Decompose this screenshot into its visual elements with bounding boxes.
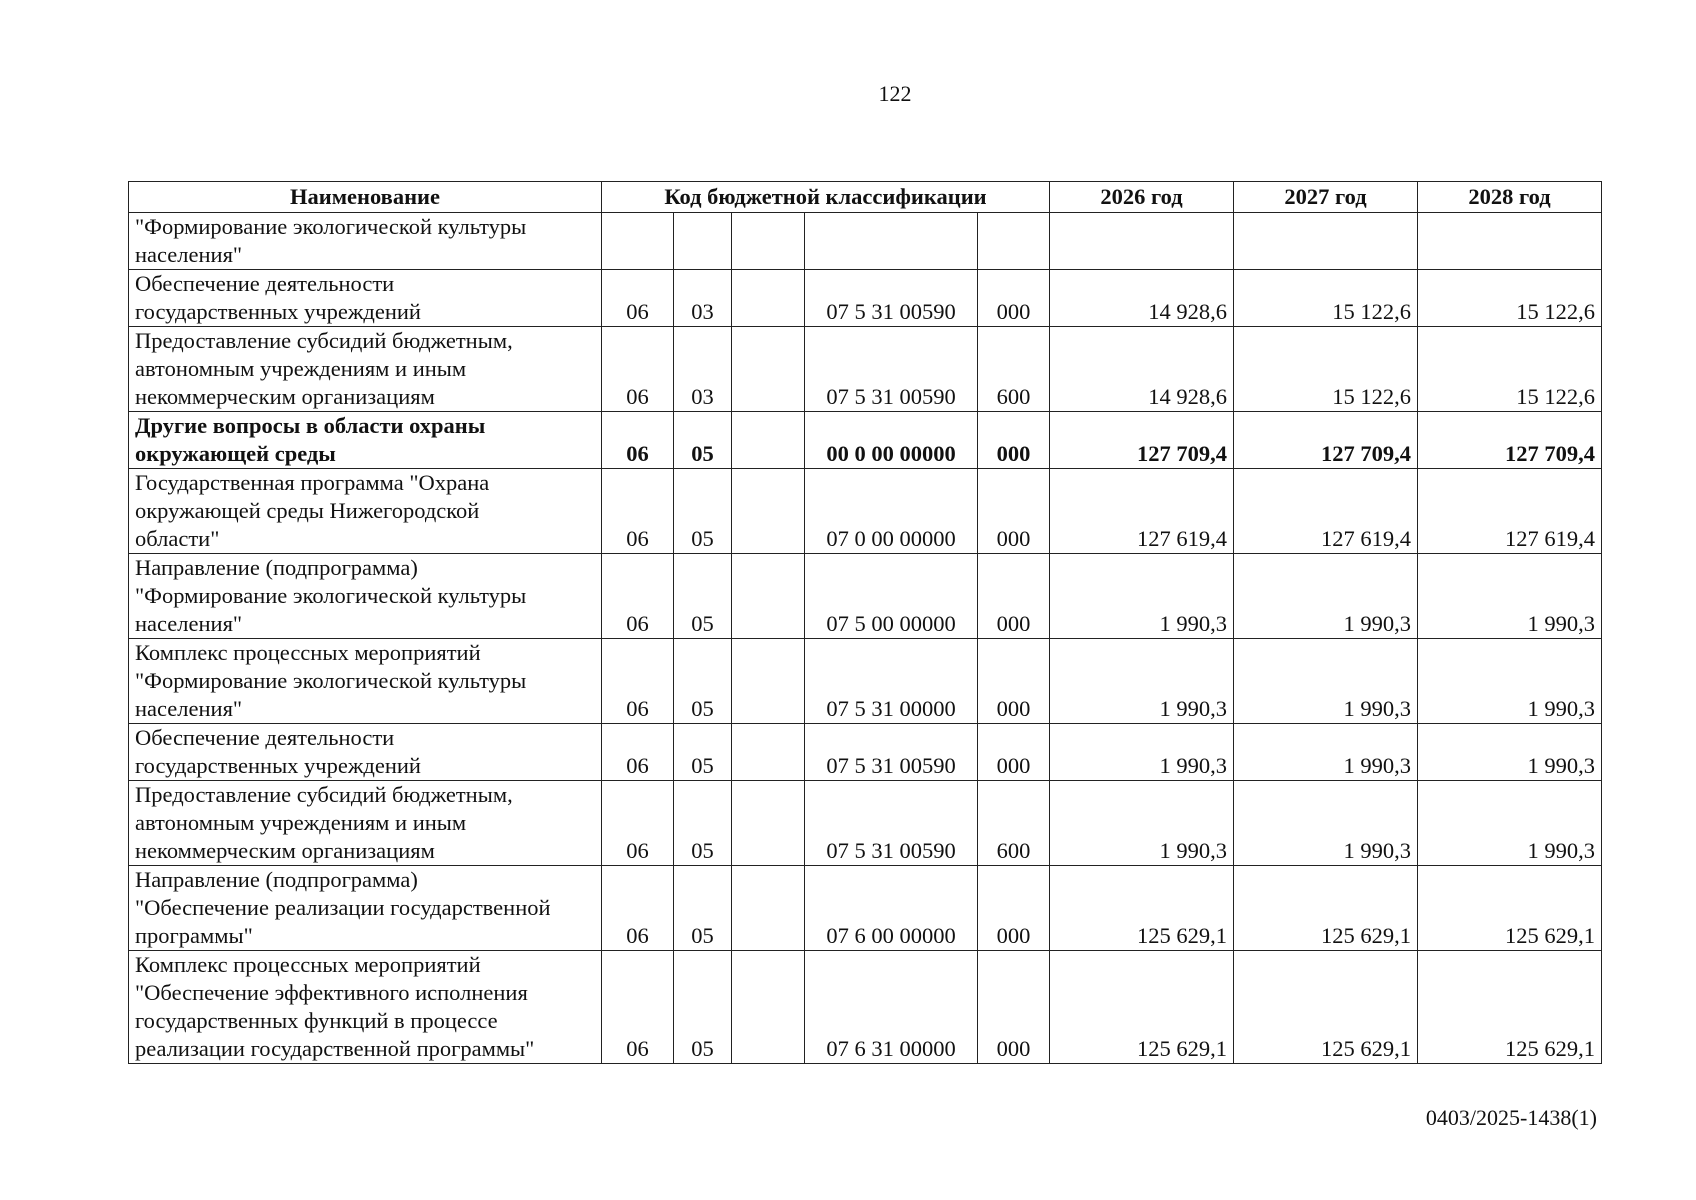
- row-spacer: [732, 639, 805, 724]
- row-target-article-code: 00 0 00 00000: [805, 412, 978, 469]
- row-value-2026: 1 990,3: [1050, 724, 1234, 781]
- row-value-2026: 14 928,6: [1050, 327, 1234, 412]
- row-value-2027: 1 990,3: [1234, 639, 1418, 724]
- row-target-article-code: [805, 213, 978, 270]
- row-value-2027: 125 629,1: [1234, 866, 1418, 951]
- row-value-2028: 15 122,6: [1418, 327, 1602, 412]
- row-target-article-code: 07 6 31 00000: [805, 951, 978, 1064]
- row-expense-type-code: 000: [978, 554, 1050, 639]
- row-expense-type-code: 000: [978, 270, 1050, 327]
- header-2026: 2026 год: [1050, 182, 1234, 213]
- row-spacer: [732, 270, 805, 327]
- row-subsection-code: 05: [674, 866, 732, 951]
- row-name: Обеспечение деятельности государственных учреждений: [129, 270, 602, 327]
- row-value-2028: 1 990,3: [1418, 554, 1602, 639]
- row-name: Обеспечение деятельности государственных учреждений: [129, 724, 602, 781]
- row-target-article-code: 07 6 00 00000: [805, 866, 978, 951]
- row-subsection-code: 05: [674, 781, 732, 866]
- row-expense-type-code: 000: [978, 951, 1050, 1064]
- row-spacer: [732, 781, 805, 866]
- row-name: Комплекс процессных мероприятий "Обеспечение эффективного исполнения государственных функций в процессе реализации государственной программы": [129, 951, 602, 1064]
- table-header-row: [129, 182, 1602, 213]
- row-section-code: 06: [602, 866, 674, 951]
- header-budget-code: Код бюджетной классификации: [602, 182, 1050, 213]
- row-section-code: 06: [602, 327, 674, 412]
- row-value-2028: 127 619,4: [1418, 469, 1602, 554]
- row-name: Предоставление субсидий бюджетным, автономным учреждениям и иным некоммерческим организациям: [129, 781, 602, 866]
- row-section-code: 06: [602, 951, 674, 1064]
- row-name: Направление (подпрограмма) "Формирование экологической культуры населения": [129, 554, 602, 639]
- row-section-code: [602, 213, 674, 270]
- row-subsection-code: 05: [674, 724, 732, 781]
- row-value-2028: [1418, 213, 1602, 270]
- document-code: 0403/2025-1438(1): [1425, 1105, 1597, 1130]
- row-section-code: 06: [602, 469, 674, 554]
- row-value-2028: 125 629,1: [1418, 866, 1602, 951]
- table-row: [129, 412, 1602, 469]
- row-value-2027: 15 122,6: [1234, 270, 1418, 327]
- row-value-2026: 127 709,4: [1050, 412, 1234, 469]
- row-value-2026: 1 990,3: [1050, 781, 1234, 866]
- row-subsection-code: [674, 213, 732, 270]
- row-target-article-code: 07 5 31 00590: [805, 724, 978, 781]
- row-expense-type-code: 000: [978, 412, 1050, 469]
- row-expense-type-code: 600: [978, 781, 1050, 866]
- row-value-2028: 127 709,4: [1418, 412, 1602, 469]
- row-name: Государственная программа "Охрана окружающей среды Нижегородской области": [129, 469, 602, 554]
- row-spacer: [732, 554, 805, 639]
- row-value-2026: 127 619,4: [1050, 469, 1234, 554]
- row-spacer: [732, 412, 805, 469]
- table-row: [129, 469, 1602, 554]
- row-section-code: 06: [602, 554, 674, 639]
- row-expense-type-code: 600: [978, 327, 1050, 412]
- row-value-2026: 14 928,6: [1050, 270, 1234, 327]
- table-body: [129, 213, 1602, 1064]
- row-target-article-code: 07 5 31 00590: [805, 327, 978, 412]
- row-spacer: [732, 213, 805, 270]
- row-subsection-code: 05: [674, 951, 732, 1064]
- row-value-2026: 125 629,1: [1050, 951, 1234, 1064]
- row-value-2028: 1 990,3: [1418, 724, 1602, 781]
- row-subsection-code: 05: [674, 554, 732, 639]
- row-target-article-code: 07 5 31 00590: [805, 781, 978, 866]
- table-row: [129, 639, 1602, 724]
- row-subsection-code: 03: [674, 327, 732, 412]
- row-value-2026: 1 990,3: [1050, 554, 1234, 639]
- row-section-code: 06: [602, 270, 674, 327]
- row-target-article-code: 07 0 00 00000: [805, 469, 978, 554]
- header-2028: 2028 год: [1418, 182, 1602, 213]
- row-spacer: [732, 469, 805, 554]
- row-value-2027: 15 122,6: [1234, 327, 1418, 412]
- table-row: [129, 724, 1602, 781]
- row-expense-type-code: 000: [978, 866, 1050, 951]
- row-subsection-code: 05: [674, 412, 732, 469]
- row-target-article-code: 07 5 00 00000: [805, 554, 978, 639]
- row-target-article-code: 07 5 31 00000: [805, 639, 978, 724]
- row-spacer: [732, 866, 805, 951]
- row-subsection-code: 05: [674, 469, 732, 554]
- table-row: [129, 781, 1602, 866]
- header-name: Наименование: [129, 182, 602, 213]
- table-row: [129, 866, 1602, 951]
- row-value-2027: [1234, 213, 1418, 270]
- header-2027: 2027 год: [1234, 182, 1418, 213]
- row-value-2027: 127 619,4: [1234, 469, 1418, 554]
- row-section-code: 06: [602, 639, 674, 724]
- row-spacer: [732, 724, 805, 781]
- row-section-code: 06: [602, 724, 674, 781]
- row-spacer: [732, 327, 805, 412]
- row-name: Направление (подпрограмма) "Обеспечение реализации государственной программы": [129, 866, 602, 951]
- row-value-2028: 125 629,1: [1418, 951, 1602, 1064]
- page-number: 122: [878, 81, 912, 106]
- row-name: Комплекс процессных мероприятий "Формирование экологической культуры населения": [129, 639, 602, 724]
- row-expense-type-code: 000: [978, 469, 1050, 554]
- row-value-2028: 15 122,6: [1418, 270, 1602, 327]
- row-name: Другие вопросы в области охраны окружающей среды: [129, 412, 602, 469]
- row-value-2028: 1 990,3: [1418, 781, 1602, 866]
- row-name: "Формирование экологической культуры населения": [129, 213, 602, 270]
- row-value-2027: 1 990,3: [1234, 781, 1418, 866]
- row-subsection-code: 03: [674, 270, 732, 327]
- table-row: [129, 270, 1602, 327]
- row-name: Предоставление субсидий бюджетным, автономным учреждениям и иным некоммерческим организациям: [129, 327, 602, 412]
- row-value-2027: 125 629,1: [1234, 951, 1418, 1064]
- table-row: [129, 951, 1602, 1064]
- row-value-2026: 1 990,3: [1050, 639, 1234, 724]
- row-expense-type-code: [978, 213, 1050, 270]
- row-subsection-code: 05: [674, 639, 732, 724]
- row-section-code: 06: [602, 412, 674, 469]
- table-row: [129, 327, 1602, 412]
- row-value-2027: 1 990,3: [1234, 554, 1418, 639]
- row-expense-type-code: 000: [978, 724, 1050, 781]
- row-value-2028: 1 990,3: [1418, 639, 1602, 724]
- row-value-2027: 127 709,4: [1234, 412, 1418, 469]
- table-row: [129, 554, 1602, 639]
- row-target-article-code: 07 5 31 00590: [805, 270, 978, 327]
- budget-table: [128, 181, 1602, 1064]
- row-value-2026: [1050, 213, 1234, 270]
- row-section-code: 06: [602, 781, 674, 866]
- row-value-2027: 1 990,3: [1234, 724, 1418, 781]
- row-expense-type-code: 000: [978, 639, 1050, 724]
- row-spacer: [732, 951, 805, 1064]
- row-value-2026: 125 629,1: [1050, 866, 1234, 951]
- table-row: [129, 213, 1602, 270]
